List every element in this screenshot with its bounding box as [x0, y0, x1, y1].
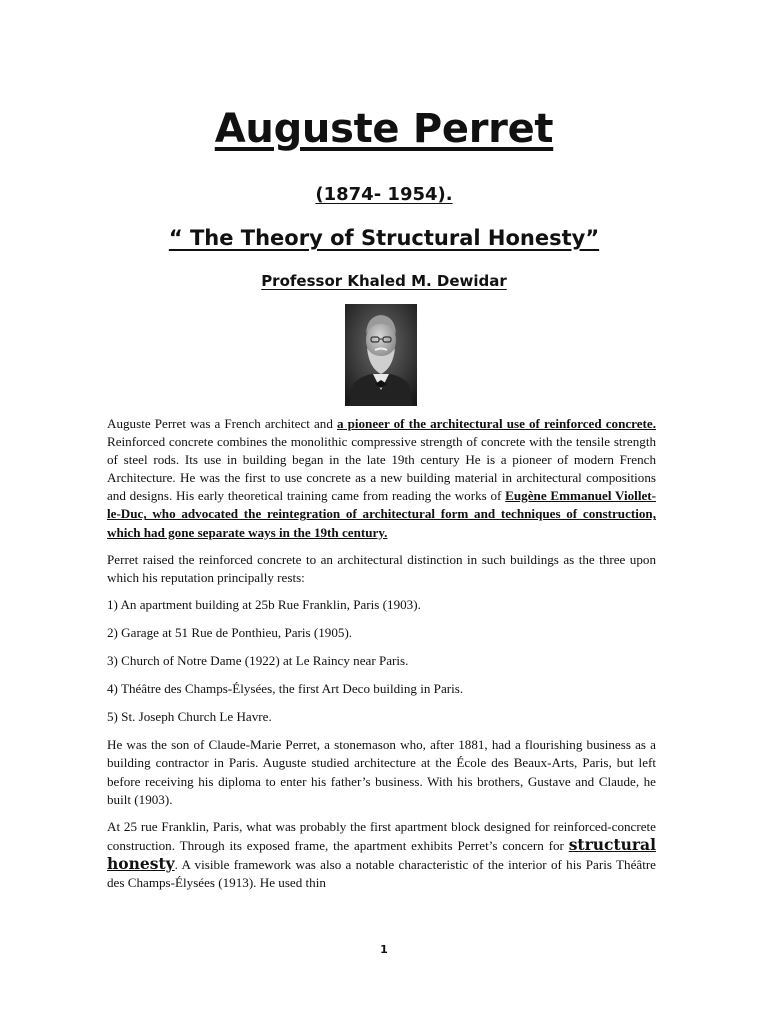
paragraph-intro: Auguste Perret was a French architect and a pioneer of the architectural use of reinforced concrete. Reinforced concrete combines the monolithic compressive strength of concrete with the tensile strength of steel rods. Its use in building began in the late 19th century He is a pioneer of modern French Architecture. He was the first to use concrete as a new building material in architectural compositions and designs. His early theoretical training came from reading the works of Eugène Emmanuel Viollet-le-Duc, who advocated the reintegration of architectural form and techniques of construction, which had gone separate ways in the 19th century. — [107, 416, 657, 540]
paragraph-biography: He was the son of Claude-Marie Perret, a stonemason who, after 1881, had a flourishing business as a building contractor in Paris. Auguste studied architecture at the École des Beaux-Arts, Paris, but left before receiving his diploma to enter his father’s business. With his brothers, Gustave and Claude, he built (1903). — [107, 737, 656, 807]
list-item: 2) Garage at 51 Rue de Ponthieu, Paris (1905). — [107, 624, 353, 640]
life-dates: (1874- 1954). — [315, 184, 453, 205]
emphasis-pioneer: a pioneer of the architectural use of reinforced concrete. — [336, 416, 657, 431]
list-item: 5) St. Joseph Church Le Havre. — [107, 709, 272, 725]
portrait-photo — [345, 304, 417, 406]
emphasis-viollet-le-duc: Eugène Emmanuel Viollet-le-Duc, who advocated the reintegration of architectural form and techniques of construction, which had gone separate ways in the 19th century. — [107, 488, 656, 540]
paragraph-rue-franklin: At 25 rue Franklin, Paris, what was probably the first apartment block designed for reinforced-concrete construction. Through its exposed frame, the apartment exhibits Perret’s concern for structural honesty. A visible framework was also a notable characteristic of the interior of his Paris Théâtre des Champs-Élysées (1913). He used thin — [107, 818, 656, 890]
author-name: Professor Khaled M. Dewidar — [261, 272, 507, 290]
document-subtitle: “ The Theory of Structural Honesty” — [168, 226, 600, 250]
list-item: 1) An apartment building at 25b Rue Franklin, Paris (1903). — [107, 596, 421, 612]
list-item: 4) Théâtre des Champs-Élysées, the first Art Deco building in Paris. — [107, 681, 464, 697]
document-title: Auguste Perret — [214, 106, 554, 152]
emphasis-structural-honesty: structural honesty — [107, 834, 656, 873]
paragraph-distinction: Perret raised the reinforced concrete to an architectural distinction in such buildings as the three upon which his reputation principally rests: — [107, 551, 656, 585]
page-number: 1 — [380, 943, 388, 956]
list-item: 3) Church of Notre Dame (1922) at Le Raincy near Paris. — [107, 653, 409, 669]
document-body — [107, 415, 656, 901]
